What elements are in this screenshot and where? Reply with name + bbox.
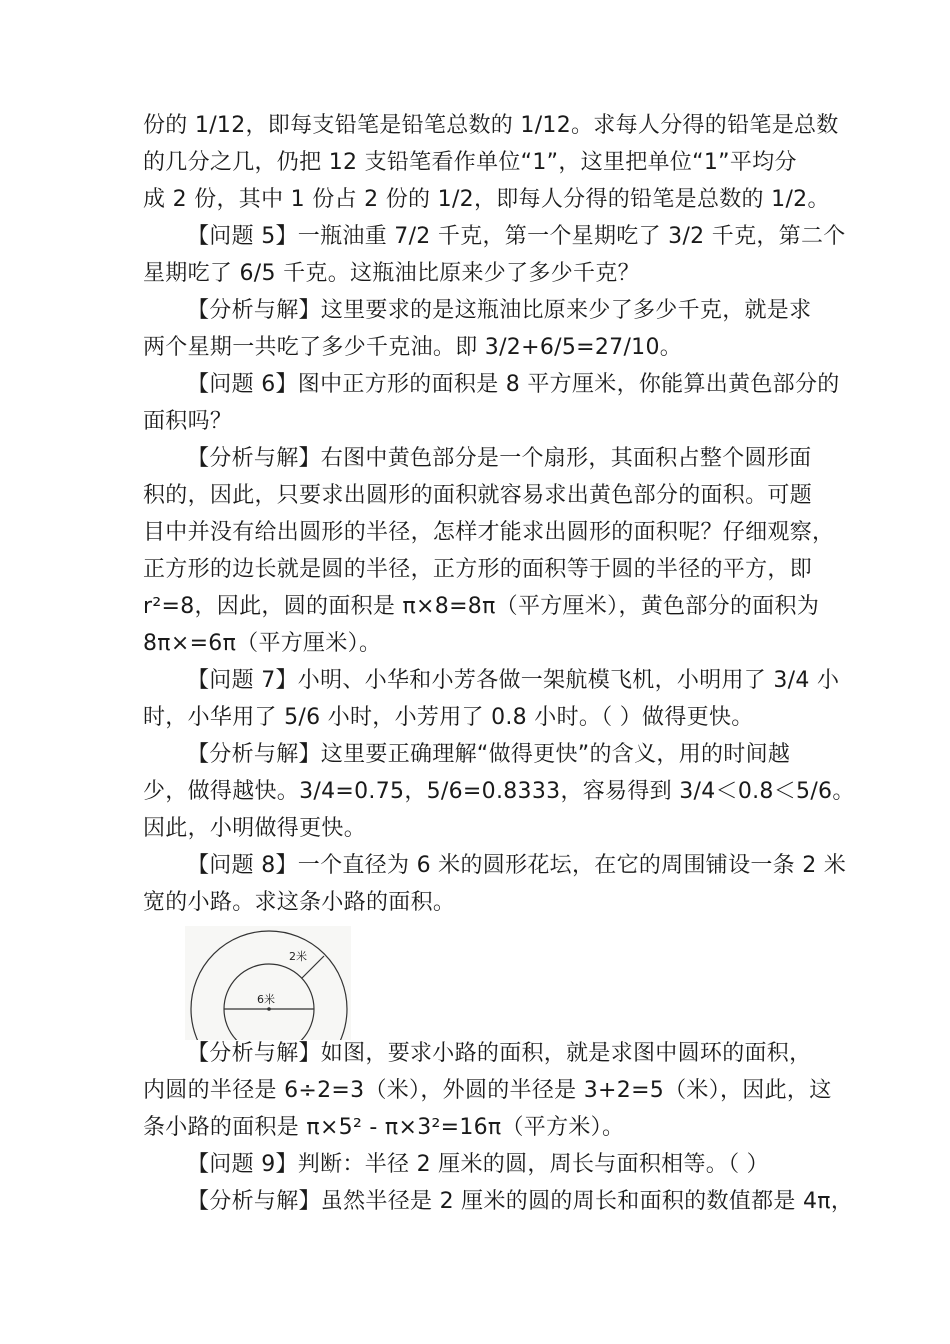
text-line: 因此，小明做得更快。 [143,816,367,841]
text-line: 8π×=6π（平方厘米）。 [143,631,382,656]
question-8-heading: 【问题 8】一个直径为 6 米的圆形花坛，在它的周围铺设一条 2 米 [187,853,847,878]
ring-diagram [185,926,351,1040]
analysis-heading: 【分析与解】这里要求的是这瓶油比原来少了多少千克，就是求 [187,298,812,323]
analysis-heading: 【分析与解】虽然半径是 2 厘米的圆的周长和面积的数值都是 4π， [187,1189,854,1214]
question-6-heading: 【问题 6】图中正方形的面积是 8 平方厘米，你能算出黄色部分的 [187,372,840,397]
ring-path-figure [185,926,351,1040]
inner-diameter-label: 6米 [257,993,275,1006]
text-line: 正方形的边长就是圆的半径，正方形的面积等于圆的半径的平方，即 [143,557,813,582]
text-line: 份的 1/12，即每支铅笔是铅笔总数的 1/12。求每人分得的铅笔是总数 [143,113,839,138]
question-9-heading: 【问题 9】判断：半径 2 厘米的圆，周长与面积相等。（ ） [187,1152,769,1177]
analysis-heading: 【分析与解】如图，要求小路的面积，就是求图中圆环的面积， [187,1041,812,1066]
text-line: 内圆的半径是 6÷2=3（米），外圆的半径是 3+2=5（米），因此，这 [143,1078,832,1103]
question-7-heading: 【问题 7】小明、小华和小芳各做一架航模飞机，小明用了 3/4 小 [187,668,840,693]
text-line: 目中并没有给出圆形的半径，怎样才能求出圆形的面积呢？仔细观察， [143,520,835,545]
text-line: 成 2 份，其中 1 份占 2 份的 1/2，即每人分得的铅笔是总数的 1/2。 [143,187,830,212]
text-line: 积的，因此，只要求出圆形的面积就容易求出黄色部分的面积。可题 [143,483,813,508]
analysis-heading: 【分析与解】这里要正确理解“做得更快”的含义，用的时间越 [187,742,791,767]
text-line: r²=8，因此，圆的面积是 π×8=8π（平方厘米），黄色部分的面积为 [143,594,820,619]
analysis-heading: 【分析与解】右图中黄色部分是一个扇形，其面积占整个圆形面 [187,446,812,471]
figure-background [185,926,351,1040]
center-point [267,1007,271,1011]
text-line: 面积吗？ [143,409,233,434]
text-line: 星期吃了 6/5 千克。这瓶油比原来少了多少千克？ [143,261,640,286]
question-5-heading: 【问题 5】一瓶油重 7/2 千克，第一个星期吃了 3/2 千克，第二个 [187,224,846,249]
text-line: 时，小华用了 5/6 小时，小芳用了 0.8 小时。（ ）做得更快。 [143,705,754,730]
outer-width-label: 2米 [289,950,307,963]
text-line: 两个星期一共吃了多少千克油。即 3/2+6/5=27/10。 [143,335,683,360]
text-line: 条小路的面积是 π×5² - π×3²=16π（平方米）。 [143,1115,625,1140]
text-line: 的几分之几，仍把 12 支铅笔看作单位“1”，这里把单位“1”平均分 [143,150,797,175]
text-line: 少，做得越快。3/4=0.75，5/6=0.8333，容易得到 3/4＜0.8＜5/6。 [143,779,855,804]
text-line: 宽的小路。求这条小路的面积。 [143,890,456,915]
